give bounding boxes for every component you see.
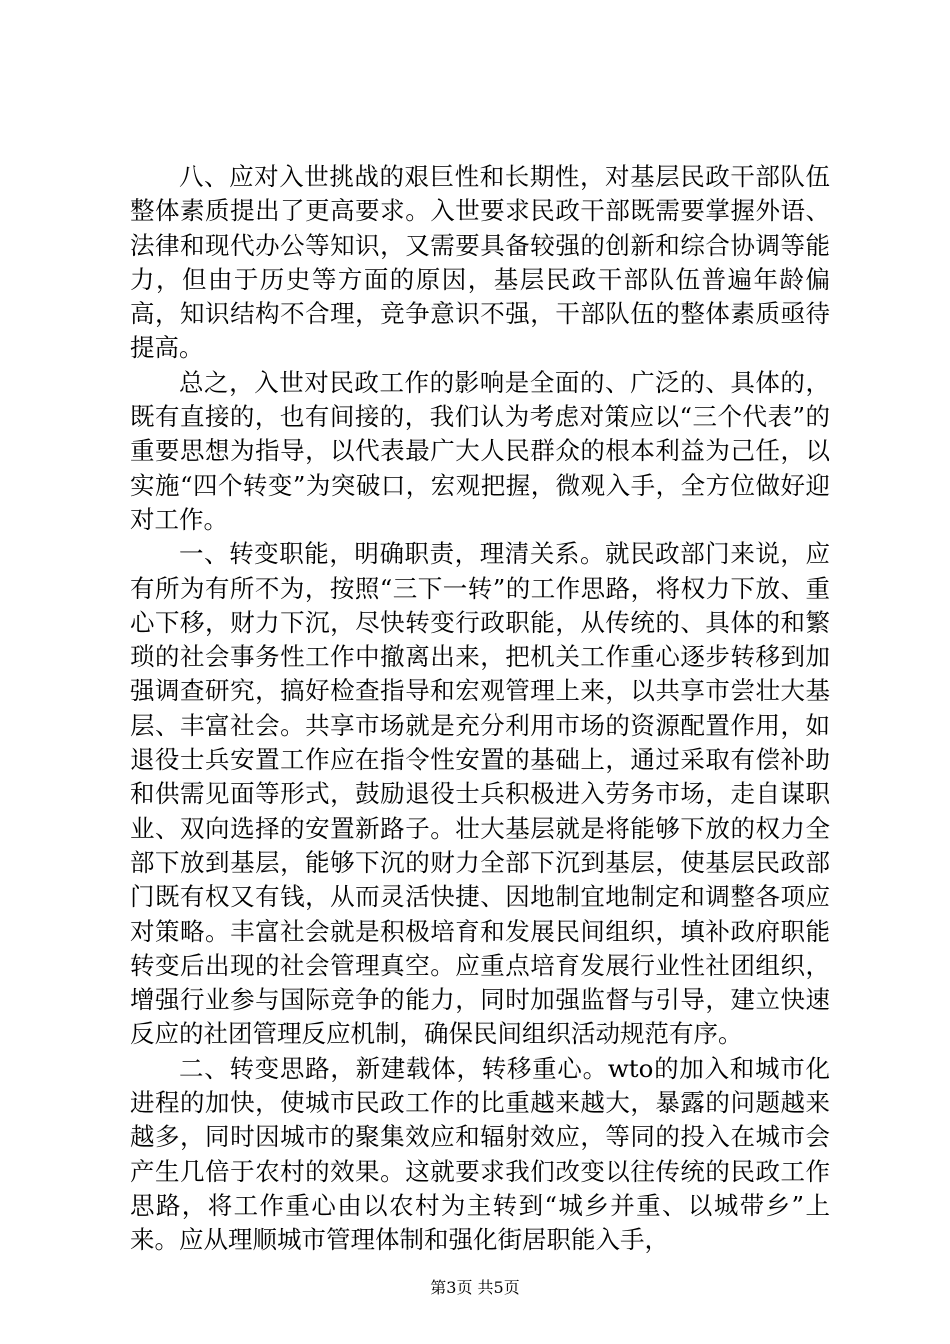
paragraph-summary: 总之，入世对民政工作的影响是全面的、广泛的、具体的，既有直接的，也有间接的，我们认为考虑对策应以“三个代表”的重要思想为指导，以代表最广大人民群众的根本利益为己任，以实施“四个转变”为突破口，宏观把握，微观入手，全方位做好迎对工作。 [130,367,830,534]
paragraph-8-challenge: 八、应对入世挑战的艰巨性和长期性，对基层民政干部队伍整体素质提出了更高要求。入世要求民政干部既需要掌握外语、法律和现代办公等知识，又需要具备较强的创新和综合协调等能力，但由于历史等方面的原因，基层民政干部队伍普遍年龄偏高，知识结构不合理，竞争意识不强，干部队伍的整体素质亟待提高。 [130,162,830,363]
document-body [130,160,830,1258]
paragraph-2-thinking: 二、转变思路，新建载体，转移重心。wto的加入和城市化进程的加快，使城市民政工作的比重越来越大，暴露的问题越来越多，同时因城市的聚集效应和辐射效应，等同的投入在城市会产生几倍于农村的效果。这就要求我们改变以往传统的民政工作思路，将工作重心由以农村为主转到“城乡并重、以城带乡”上来。应从理顺城市管理体制和强化街居职能入手， [130,1053,830,1255]
page-number-footer: 第3页 共5页 [430,1278,520,1297]
paragraph-1-function: 一、转变职能，明确职责，理清关系。就民政部门来说，应有所为有所不为，按照“三下一转”的工作思路，将权力下放、重心下移，财力下沉，尽快转变行政职能，从传统的、具体的和繁琐的社会事务性工作中撤离出来，把机关工作重心逐步转移到加强调查研究，搞好检查指导和宏观管理上来，以共享市尝壮大基层、丰富社会。共享市场就是充分利用市场的资源配置作用，如退役士兵安置工作应在指令性安置的基础上，通过采取有偿补助和供需见面等形式，鼓励退役士兵积极进入劳务市场，走自谋职业、双向选择的安置新路子。壮大基层就是将能够下放的权力全部下放到基层，能够下沉的财力全部下沉到基层，使基层民政部门既有权又有钱，从而灵活快捷、因地制宜地制定和调整各项应对策略。丰富社会就是积极培育和发展民间组织，填补政府职能转变后出现的社会管理真空。应重点培育发展行业性社团组织，增强行业参与国际竞争的能力，同时加强监督与引导，建立快速反应的社团管理反应机制，确保民间组织活动规范有序。 [130,539,830,1049]
